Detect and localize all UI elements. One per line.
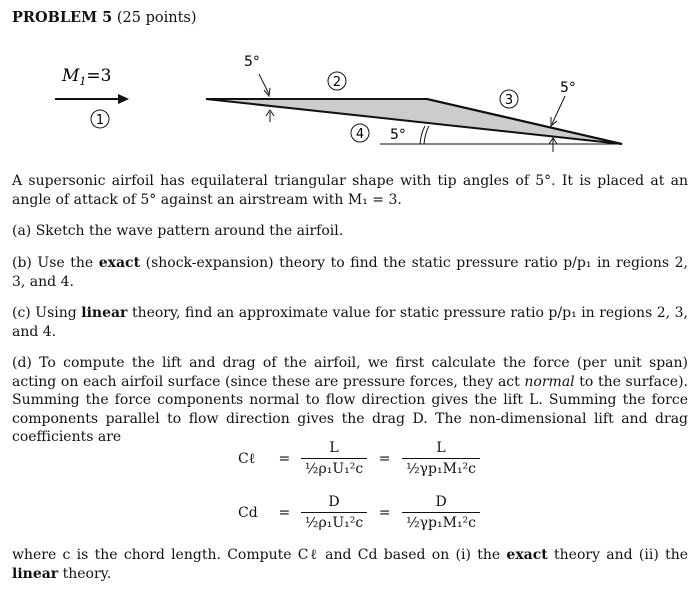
part-b: (b) Use the exact (shock-expansion) theory to find the static pressure ratio p/p₁ in regions 2, 3, and 4. <box>12 255 688 290</box>
flow-arrow <box>55 94 129 104</box>
airfoil-figure <box>0 40 700 160</box>
closing-paragraph: where c is the chord length. Compute Cℓ and Cd based on (i) the exact theory and (ii) the linear theory. <box>12 547 688 582</box>
angle-label-right: 5° <box>560 80 576 96</box>
lift-coefficient-equation: Cℓ = $\frac{L}{\text{½ρ₁U₁²c}}$ = $\frac{L}{\text{½γp₁M₁²c}}$ <box>238 440 480 477</box>
part-a: (a) Sketch the wave pattern around the airfoil. <box>12 223 344 239</box>
angle-arrow-right <box>551 96 565 126</box>
problem-points: (25 points) <box>116 10 197 26</box>
svg-text:2: 2 <box>332 75 342 90</box>
region-1-label <box>91 110 109 128</box>
mach-label: $M_1=3$ <box>62 66 112 88</box>
part-c: (c) Using linear theory, find an approximate value for static pressure ratio p/p₁ in regions 2, 3, and 4. <box>12 305 689 340</box>
drag-coefficient-equation: Cd = $\frac{D}{\text{½ρ₁U₁²c}}$ = $\frac{D}{\text{½γp₁M₁²c}}$ <box>238 494 480 531</box>
angle-label-top: 5° <box>244 54 260 70</box>
angle-arrow-bottom <box>266 110 274 122</box>
problem-number: PROBLEM 5 <box>12 9 113 26</box>
svg-text:3: 3 <box>504 93 514 108</box>
svg-text:4: 4 <box>355 127 365 142</box>
problem-title <box>12 9 197 26</box>
angle-label-bottom: 5° <box>390 127 406 143</box>
intro-paragraph: A supersonic airfoil has equilateral triangular shape with tip angles of 5°. It is placed at an angle of attack of 5° against an airstream with M₁ = 3. <box>12 173 688 208</box>
region-3-label <box>500 90 518 108</box>
airfoil-shape <box>206 99 622 144</box>
angle-arrow-right-bottom <box>549 138 557 152</box>
part-d: (d) To compute the lift and drag of the airfoil, we first calculate the force (per unit span) acting on each airfoil surface (since these are pressure forces, they act normal to the surface). Summing the force components normal to flow direction gives the lift L. Summing the force components parallel to flow direction gives the drag D. The non-dimensional lift and drag coefficients are <box>12 355 688 445</box>
angle-arrow-top <box>259 74 270 96</box>
region-2-label <box>328 72 346 90</box>
svg-text:1: 1 <box>95 113 105 128</box>
region-4-label <box>351 124 369 142</box>
